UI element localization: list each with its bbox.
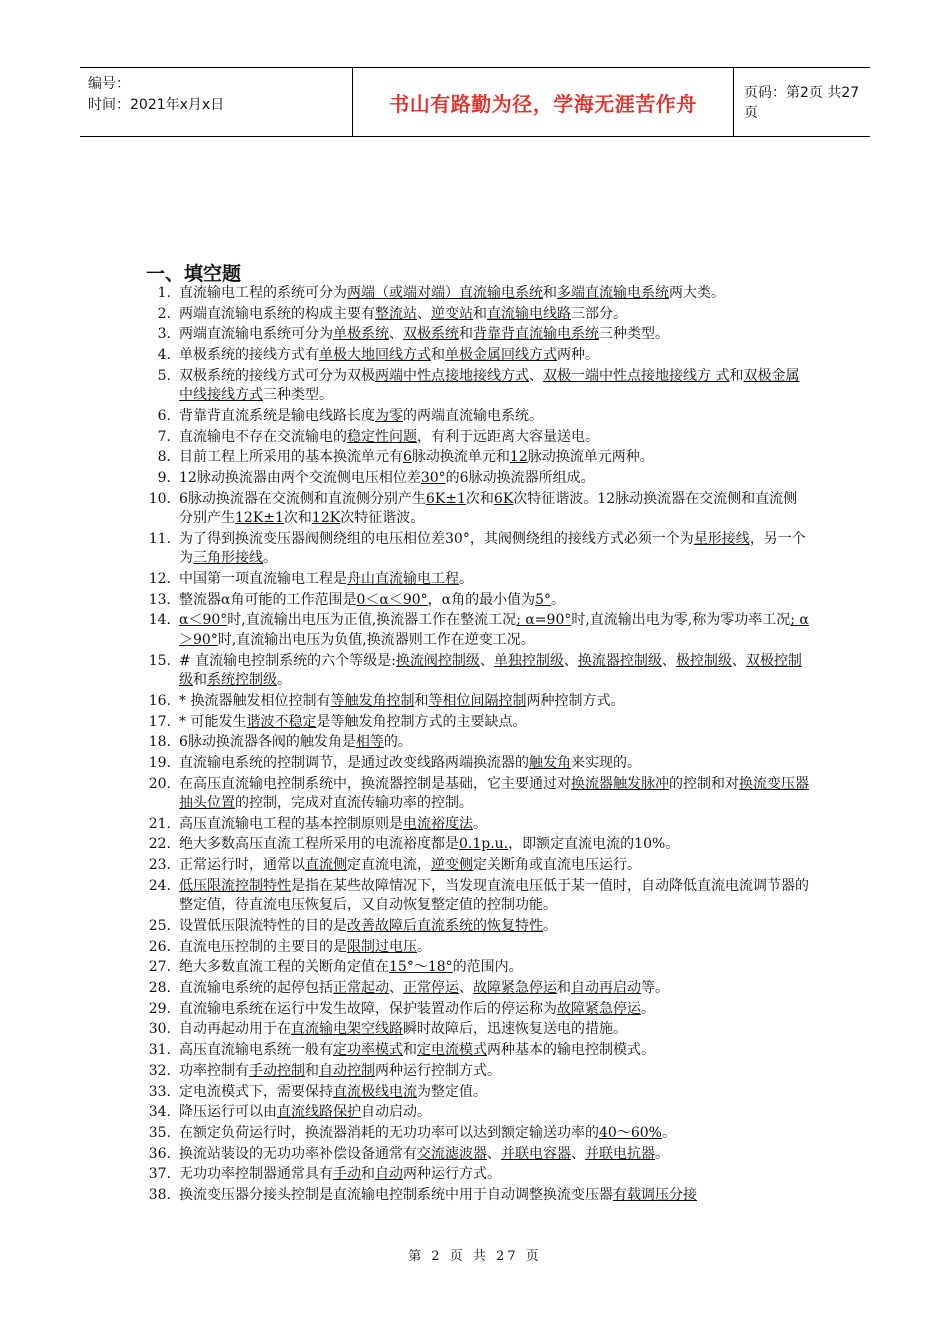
question-number: 25 . <box>137 917 171 937</box>
answer-blank: 为零 <box>375 407 403 424</box>
question-text: 12脉动换流器由两个交流侧电压相位差 <box>179 470 421 486</box>
question-item <box>137 407 809 427</box>
question-item <box>137 305 809 325</box>
question-text: 目前工程上所采用的基本换流单元有 <box>179 449 403 466</box>
answer-blank: 双极金属中线接线方式 <box>179 367 800 404</box>
question-number: 17 . <box>137 713 171 733</box>
question-text: 两大类。 <box>669 285 725 301</box>
answer-blank: 单极系统 <box>333 326 389 343</box>
question-text: 。 <box>459 571 473 588</box>
question-text: 的。 <box>383 734 412 751</box>
answer-blank: 30° <box>420 470 446 486</box>
question-number: 31 . <box>137 1041 171 1061</box>
question-number: 36 . <box>137 1145 171 1165</box>
answer-blank: 12K±1 <box>235 510 284 527</box>
question-number: 20 . <box>137 775 171 795</box>
question-text: 降压运行可以由 <box>179 1104 277 1121</box>
answer-blank: 自动 <box>375 1166 403 1183</box>
question-number: 32 . <box>137 1062 171 1082</box>
question-item <box>137 428 809 448</box>
answer-blank: 触发角 <box>529 754 571 771</box>
answer-blank: 单极金属回线方式 <box>445 347 557 364</box>
answer-blank: 12K <box>311 510 341 527</box>
answer-blank: 改善故障后直流系统的恢复特性 <box>347 918 543 934</box>
question-item <box>137 877 809 916</box>
answer-blank: 故障紧急停运 <box>557 1000 641 1017</box>
answer-blank: 5° <box>535 591 552 608</box>
question-number: 21 . <box>137 815 171 835</box>
question-item <box>137 815 809 835</box>
answer-blank: 12 <box>509 449 528 466</box>
question-text: 。 <box>417 938 431 955</box>
question-number: 35 . <box>137 1124 171 1144</box>
question-number: 34 . <box>137 1103 171 1123</box>
question-number: 29 . <box>137 1000 171 1020</box>
question-item <box>137 1124 809 1144</box>
question-text: 无功功率控制器通常具有 <box>179 1166 333 1183</box>
question-text: 的6脉动换流器所组成。 <box>445 470 595 486</box>
answer-blank: 极控制级 <box>675 652 732 669</box>
question-text: 。 <box>551 591 566 608</box>
answer-blank: α＜90° <box>179 612 228 629</box>
question-text: 换流变压器分接头控制是直流输电控制系统中用于自动调整换流变压器 <box>179 1186 613 1203</box>
question-item <box>137 490 809 529</box>
answer-blank: 并联电容器 <box>501 1145 571 1162</box>
question-item <box>137 1186 809 1206</box>
question-text: ，有利于远距离大容量送电。 <box>417 428 599 445</box>
answer-blank: 故障紧急停运 <box>473 980 557 997</box>
question-item <box>137 775 809 814</box>
answer-blank: 定电流模式 <box>417 1042 487 1059</box>
question-item <box>137 713 809 733</box>
question-text: 、 <box>479 652 494 669</box>
question-item <box>137 367 809 406</box>
question-item <box>137 652 809 691</box>
question-text: 和 <box>305 1062 319 1079</box>
answer-blank: 直流输电线路 <box>487 305 571 322</box>
question-item <box>137 346 809 366</box>
answer-blank: 单独控制级 <box>493 652 564 669</box>
question-text: 为了得到换流变压器阀侧绕组的电压相位差30°，其阀侧绕组的接线方式必须一个为 <box>179 530 694 547</box>
question-item <box>137 733 809 753</box>
time-label: 时间：2021年x月x日 <box>88 97 225 113</box>
question-text: 、 <box>661 652 676 669</box>
question-text: 换流站装设的无功功率补偿设备通常有 <box>179 1145 417 1162</box>
question-text: 6脉动换流器在交流侧和直流侧分别产生 <box>179 490 426 507</box>
question-text: 为整定值。 <box>417 1083 487 1100</box>
question-text: 定关断角或直流电压运行。 <box>473 857 641 874</box>
answer-blank: 6K±1 <box>425 490 466 507</box>
question-text: 两端直流输电系统可分为 <box>179 326 333 343</box>
question-text: 时,直流输出电压为正值,换流器工作在整流工况 <box>227 612 517 629</box>
question-text: 自动再起动用于在 <box>179 1021 291 1038</box>
answer-blank: 换流变压器抽头位置 <box>179 775 809 812</box>
answer-blank: 换流阀控制级 <box>395 652 480 669</box>
question-item <box>137 284 809 304</box>
question-text: 高压直流输电系统一般有 <box>179 1042 333 1059</box>
answer-blank: 自动控制 <box>319 1062 375 1079</box>
question-text: 。 <box>277 672 291 689</box>
question-text: 、 <box>571 1145 585 1162</box>
answer-blank: 相等 <box>355 734 384 751</box>
question-text: 两端直流输电系统的构成主要有 <box>179 305 375 322</box>
question-text: ，即额定直流电流的10%。 <box>508 836 680 853</box>
question-text: 、 <box>529 367 543 384</box>
question-text: 的控制，完成对直流传输功率的控制。 <box>235 795 473 812</box>
question-text: ，另一个为 <box>179 530 806 567</box>
answer-blank: ; α=90° <box>516 612 572 629</box>
question-text: 两种基本的输电控制模式。 <box>487 1042 655 1059</box>
question-item <box>137 1041 809 1061</box>
question-text: 、 <box>563 652 578 669</box>
answer-blank: 双极控制级 <box>179 652 802 689</box>
question-text: 两种运行方式。 <box>403 1166 501 1183</box>
question-text: 直流电压控制的主要目的是 <box>179 938 347 955</box>
answer-blank: 并联电抗器 <box>585 1145 655 1162</box>
answer-blank: 手动控制 <box>249 1062 305 1079</box>
question-number: 26 . <box>137 938 171 958</box>
page-footer: 第 2 页 共 27 页 <box>408 1249 542 1264</box>
question-text: 在额定负荷运行时，换流器消耗的无功功率可以达到额定输送功率的 <box>179 1124 599 1141</box>
question-text: 三种类型。 <box>599 326 669 343</box>
question-number: 12 . <box>137 570 171 590</box>
answer-blank: 背靠背直流输电系统 <box>473 326 599 343</box>
question-text: 。 <box>473 815 487 832</box>
question-text: 背靠背直流系统是输电线路长度 <box>179 407 375 424</box>
question-number: 22 . <box>137 835 171 855</box>
question-text: 是指在某些故障情况下，当发现直流电压低于某一值时，自动降低直流电流调节器的整定值，待直流电压恢复后，又自动恢复整定值的控制功能。 <box>179 877 809 914</box>
question-number: 8 . <box>137 448 171 468</box>
answer-blank: 正常起动 <box>333 980 389 997</box>
question-text: 次特征谐波。12脉动换流器在交流侧和直流侧分别产生 <box>179 490 798 527</box>
question-text: # 直流输电控制系统的六个等级是: <box>179 652 396 669</box>
code-label: 编号： <box>88 76 130 92</box>
question-text: 三种类型。 <box>263 387 333 404</box>
answer-blank: 0.1p.u. <box>459 836 509 853</box>
answer-blank: 换流器触发脉冲 <box>571 775 669 792</box>
page-label: 页码：第2页 共27页 <box>744 85 860 121</box>
question-text: 和 <box>193 672 207 689</box>
question-text: 和 <box>459 326 473 343</box>
question-number: 6 . <box>137 407 171 427</box>
question-item <box>137 835 809 855</box>
question-text: 直流输电不存在交流输电的 <box>179 428 347 445</box>
question-text: 和 <box>403 1042 417 1059</box>
question-item <box>137 1145 809 1165</box>
question-text: 。 <box>661 1124 676 1141</box>
question-text: 和 <box>557 980 571 997</box>
question-text: * 换流器触发相位控制有 <box>179 692 331 709</box>
question-number: 33 . <box>137 1083 171 1103</box>
answer-blank: 自动再启动 <box>571 980 641 997</box>
question-text: 自动启动。 <box>361 1104 431 1121</box>
question-text: 和 <box>473 305 487 322</box>
answer-blank: 0＜α＜90° <box>356 591 428 608</box>
question-text: 和 <box>414 692 429 709</box>
question-number: 28 . <box>137 979 171 999</box>
question-text: 功率控制有 <box>179 1062 249 1079</box>
question-list <box>137 284 809 1207</box>
question-number: 30 . <box>137 1020 171 1040</box>
question-item <box>137 1020 809 1040</box>
header-page-cell <box>744 68 870 136</box>
answer-blank: 直流极线电流 <box>333 1083 417 1100</box>
question-text: 、 <box>731 652 746 669</box>
question-text: 。 <box>641 1000 655 1017</box>
question-text: 来实现的。 <box>571 754 641 771</box>
answer-blank: 有载调压分接 <box>613 1186 697 1203</box>
question-number: 4 . <box>137 346 171 366</box>
answer-blank: 双极系统 <box>403 326 459 343</box>
answer-blank: 三角形接线 <box>193 550 263 567</box>
question-text: 、 <box>487 1145 501 1162</box>
question-item <box>137 856 809 876</box>
answer-blank: 整流站 <box>375 305 417 322</box>
answer-blank: 6K <box>493 490 514 507</box>
question-item <box>137 448 809 468</box>
answer-blank: 双极一端中性点接地接线方 式 <box>543 367 730 384</box>
answer-blank: 电流裕度法 <box>403 815 473 832</box>
question-number: 1 . <box>137 284 171 304</box>
answer-blank: 两端（或端对端）直流输电系统 <box>347 285 543 301</box>
question-number: 10 . <box>137 490 171 510</box>
question-text: 直流输电工程的系统可分为 <box>179 285 347 301</box>
question-text: 双极系统的接线方式可分为双极 <box>179 367 375 384</box>
question-number: 16 . <box>137 692 171 712</box>
header-meta <box>88 74 278 116</box>
question-text: 和 <box>431 347 445 364</box>
question-text: 。 <box>543 918 557 934</box>
question-text: 次和 <box>283 510 312 527</box>
question-text: 的范围内。 <box>452 959 523 976</box>
question-text: 、 <box>389 326 403 343</box>
question-text: 时,直流输出电压为负值,换流器则工作在逆变工况。 <box>217 631 535 648</box>
question-item <box>137 611 809 650</box>
question-text: 的两端直流输电系统。 <box>403 407 543 424</box>
question-number: 23 . <box>137 856 171 876</box>
question-text: 、 <box>417 305 431 322</box>
header-motto-cell <box>352 68 734 136</box>
answer-blank: 限制过电压 <box>347 938 417 955</box>
answer-blank: 等触发角控制 <box>330 692 415 709</box>
question-text: 直流输电系统的控制调节，是通过改变线路两端换流器的 <box>179 754 529 771</box>
question-text: 。 <box>655 1145 669 1162</box>
question-number: 18 . <box>137 733 171 753</box>
question-item <box>137 591 809 611</box>
answer-blank: 直流输电架空线路 <box>291 1021 403 1038</box>
motto: 书山有路勤为径，学海无涯苦作舟 <box>389 91 697 116</box>
question-text: 定电流模式下，需要保持 <box>179 1083 333 1100</box>
question-number: 3 . <box>137 325 171 345</box>
question-text: 正常运行时，通常以 <box>179 857 305 874</box>
answer-blank: 逆变侧 <box>431 857 473 874</box>
question-text: 整流器α角可能的工作范围是 <box>179 591 357 608</box>
question-text: 次和 <box>465 490 494 507</box>
question-item <box>137 958 809 978</box>
question-text: 的控制和对 <box>669 775 739 792</box>
section-title: 一、填空题 <box>146 263 242 285</box>
answer-blank: 直流侧 <box>305 857 347 874</box>
answer-blank: 逆变站 <box>431 305 473 322</box>
question-text: 、 <box>459 980 473 997</box>
answer-blank: 直流线路保护 <box>277 1104 361 1121</box>
question-number: 7 . <box>137 428 171 448</box>
question-text: 定直流电流， <box>347 857 431 874</box>
answer-blank: 稳定性问题 <box>347 428 417 445</box>
question-number: 13 . <box>137 591 171 611</box>
question-number: 27 . <box>137 958 171 978</box>
question-number: 11 . <box>137 530 171 550</box>
answer-blank: 换流器控制级 <box>577 652 662 669</box>
question-item <box>137 1165 809 1185</box>
question-text: 和 <box>361 1166 375 1183</box>
answer-blank: 交流滤波器 <box>417 1145 487 1162</box>
answer-blank: 单极大地回线方式 <box>319 347 431 364</box>
question-item <box>137 570 809 590</box>
question-number: 37 . <box>137 1165 171 1185</box>
question-number: 24 . <box>137 877 171 897</box>
question-number: 2 . <box>137 305 171 325</box>
question-number: 9 . <box>137 469 171 489</box>
answer-blank: 等相位间隔控制 <box>428 692 527 709</box>
question-text: 设置低压限流特性的目的是 <box>179 918 347 934</box>
question-text: 直流输电系统在运行中发生故障，保护装置动作后的停运称为 <box>179 1000 557 1017</box>
answer-blank: 舟山直流输电工程 <box>347 571 459 588</box>
question-text: 绝大多数高压直流工程所采用的电流裕度都是 <box>179 836 459 853</box>
question-text: 脉动换流单元两种。 <box>527 449 654 466</box>
question-text: 是等触发角控制方式的主要缺点。 <box>316 713 527 730</box>
question-text: 等。 <box>641 980 669 997</box>
question-text: 和 <box>729 367 744 384</box>
answer-blank: ; α＞90° <box>179 612 809 648</box>
answer-blank: 多端直流输电系统 <box>557 285 669 301</box>
question-item <box>137 754 809 774</box>
question-text: 时,直流输出电为零,称为零功率工况 <box>571 612 791 629</box>
question-number: 14 . <box>137 611 171 631</box>
question-number: 5 . <box>137 367 171 387</box>
question-text: 、 <box>389 980 403 997</box>
answer-blank: 星形接线 <box>693 530 750 547</box>
question-item <box>137 1000 809 1020</box>
answer-blank: 低压限流控制特性 <box>179 877 291 894</box>
question-text: 直流输电系统的起停包括 <box>179 980 333 997</box>
question-text: 。 <box>263 550 277 567</box>
question-number: 15 . <box>137 652 171 672</box>
document-header <box>80 67 870 137</box>
question-item <box>137 1062 809 1082</box>
question-text: 6脉动换流器各阀的触发角是 <box>179 734 356 751</box>
question-item <box>137 917 809 937</box>
question-item <box>137 325 809 345</box>
question-text: 两种运行控制方式。 <box>375 1062 501 1079</box>
question-item <box>137 530 809 569</box>
question-item <box>137 469 809 489</box>
question-item <box>137 938 809 958</box>
question-text: 瞬时故障后，迅速恢复送电的措施。 <box>403 1021 627 1038</box>
question-text: 两种。 <box>557 347 599 364</box>
question-item <box>137 692 809 712</box>
answer-blank: 谐波不稳定 <box>246 713 317 730</box>
question-item <box>137 979 809 999</box>
question-number: 38 . <box>137 1186 171 1206</box>
answer-blank: 两端中性点接地接线方式 <box>375 367 529 384</box>
answer-blank: 手动 <box>333 1166 361 1183</box>
question-text: 高压直流输电工程的基本控制原则是 <box>179 815 403 832</box>
question-item <box>137 1083 809 1103</box>
question-text: * 可能发生 <box>179 713 247 730</box>
question-item <box>137 1103 809 1123</box>
question-text: 次特征谐波。 <box>340 510 425 527</box>
answer-blank: 15°～18° <box>389 959 453 976</box>
question-text: 和 <box>543 285 557 301</box>
question-text: 三部分。 <box>571 305 627 322</box>
question-text: 两种控制方式。 <box>526 692 625 709</box>
answer-blank: 正常停运 <box>403 980 459 997</box>
question-text: ，α角的最小值为 <box>427 591 536 608</box>
question-text: 脉动换流单元和 <box>411 449 510 466</box>
question-number: 19 . <box>137 754 171 774</box>
answer-blank: 定功率模式 <box>333 1042 403 1059</box>
question-text: 在高压直流输电控制系统中，换流器控制是基础，它主要通过对 <box>179 775 571 792</box>
question-text: 绝大多数直流工程的关断角定值在 <box>179 959 389 976</box>
question-text: 中国第一项直流输电工程是 <box>179 571 347 588</box>
question-text: 单极系统的接线方式有 <box>179 347 319 364</box>
answer-blank: 系统控制级 <box>207 672 277 689</box>
answer-blank: 6 <box>403 449 412 466</box>
answer-blank: 40～60% <box>599 1124 662 1141</box>
